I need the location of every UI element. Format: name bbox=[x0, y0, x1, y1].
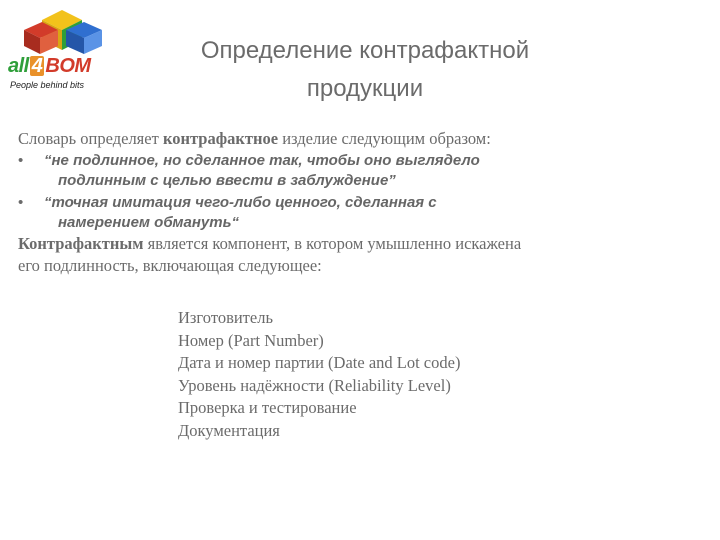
definition-item bbox=[18, 151, 708, 191]
list-item: Номер (Part Number) bbox=[178, 330, 324, 350]
intro-line bbox=[18, 128, 708, 151]
list-item: Проверка и тестирование bbox=[178, 398, 357, 417]
list-item: Дата и номер партии (Date and Lot code) bbox=[178, 353, 461, 372]
list-item: Документация bbox=[178, 420, 280, 440]
attribute-list bbox=[178, 307, 460, 442]
definition-line: подлинным с целью ввести в заблуждение” bbox=[58, 171, 396, 189]
company-logo bbox=[2, 2, 132, 92]
title-line-1: Определение контрафактной bbox=[200, 37, 530, 64]
definition-item bbox=[18, 193, 708, 233]
logo-bom-text: BOM bbox=[45, 55, 91, 77]
definition-line: “точная имитация чего-либо ценного, сделанная с bbox=[44, 193, 437, 211]
intro-pre: Словарь определяет bbox=[18, 129, 163, 148]
bullet-icon: • bbox=[18, 193, 24, 211]
paragraph-rest: является компонент, в котором умышленно искажена bbox=[143, 233, 522, 253]
paragraph-line-1 bbox=[18, 233, 708, 256]
logo-wordmark bbox=[8, 56, 91, 76]
slide-body bbox=[18, 128, 708, 278]
bullet-icon: • bbox=[18, 151, 24, 169]
logo-all-text: all bbox=[8, 55, 29, 77]
logo-4-text: 4 bbox=[31, 55, 43, 77]
list-item: Изготовитель bbox=[178, 308, 273, 327]
paragraph-line-2: его подлинность, включающая следующее: bbox=[18, 256, 322, 275]
paragraph-bold: Контрафактным bbox=[18, 233, 144, 253]
list-item: Уровень надёжности (Reliability Level) bbox=[178, 375, 451, 395]
logo-cubes-icon bbox=[2, 2, 132, 62]
definition-line: намерением обмануть“ bbox=[58, 213, 240, 231]
intro-bold: контрафактное bbox=[162, 129, 279, 148]
intro-post: изделие следующим образом: bbox=[278, 129, 491, 148]
logo-tagline: People behind bits bbox=[10, 80, 85, 90]
definition-line: “не подлинное, но сделанное так, чтобы оно выглядело bbox=[44, 151, 480, 169]
slide-title bbox=[150, 32, 580, 108]
title-line-2: продукции bbox=[306, 75, 424, 102]
